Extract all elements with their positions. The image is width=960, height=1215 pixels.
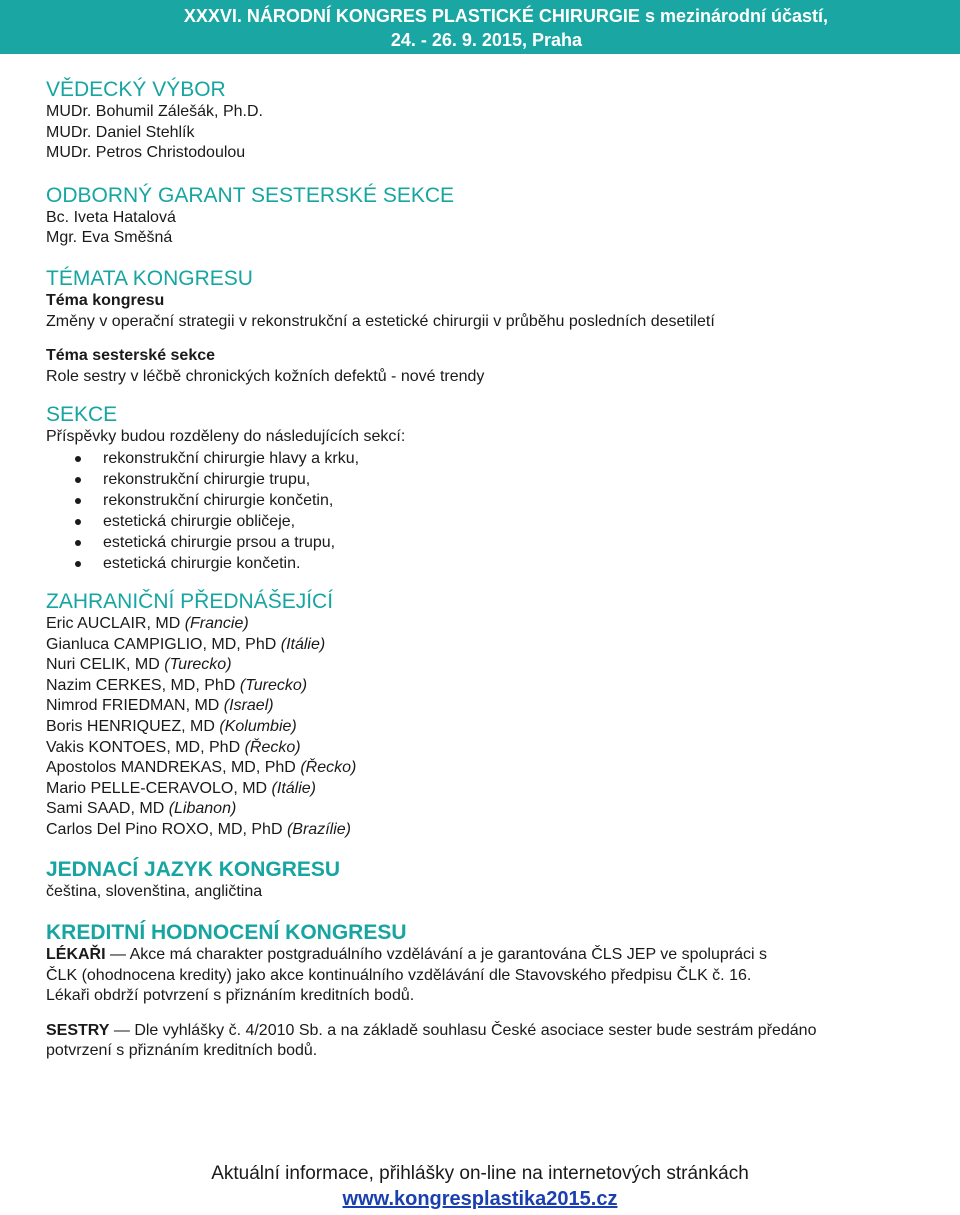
sections-intro: Příspěvky budou rozděleny do následujících sekcí: [46,428,406,446]
committee-member: MUDr. Daniel Stehlík [46,123,195,141]
scientific-committee-heading: VĚDECKÝ VÝBOR [46,78,226,101]
bullet-icon [75,456,81,462]
nurses-credit-line: potvrzení s přiznáním kreditních bodů. [46,1042,318,1060]
nurse-topic-label: Téma sesterské sekce [46,347,216,365]
nursing-guarantor-heading: ODBORNÝ GARANT SESTERSKÉ SEKCE [46,183,455,207]
committee-member: MUDr. Bohumil Zálešák, Ph.D. [46,103,263,120]
list-item: rekonstrukční chirurgie trupu, [46,469,926,490]
guarantor-member: Mgr. Eva Směšná [46,229,173,247]
guarantor-member: Bc. Iveta Hatalová [46,208,176,226]
header-bar [0,0,960,54]
list-item: estetická chirurgie obličeje, [46,511,926,532]
main-topic-text: Změny v operační strategii v rekonstrukční a estetické chirurgii v průběhu posledních desetiletí [46,312,715,330]
list-item: rekonstrukční chirurgie končetin, [46,490,926,511]
main-topic-label: Téma kongresu [46,291,165,309]
doctors-label: LÉKAŘI [46,946,106,964]
doctors-credit-line: Lékaři obdrží potvrzení s přiznáním kreditních bodů. [46,987,415,1005]
speaker-row: Mario PELLE-CERAVOLO, MD (Itálie) [46,779,316,797]
speaker-row: Nimrod FRIEDMAN, MD (Israel) [46,697,274,715]
language-text: čeština, slovenština, angličtina [46,883,263,901]
speaker-row: Sami SAAD, MD (Libanon) [46,800,237,818]
speaker-row: Apostolos MANDREKAS, MD, PhD (Řecko) [46,759,357,777]
doctors-credit-line: ČLK (ohodnocena kredity) jako akce kontinuálního vzdělávání dle Stavovského předpisu ČLK č. 16. [46,966,752,984]
topics-heading: TÉMATA KONGRESU [46,266,253,290]
congress-date-place: 24. - 26. 9. 2015, Praha [390,30,582,50]
committee-member: MUDr. Petros Christodoulou [46,144,246,162]
sections-list [46,448,926,574]
bullet-icon [75,519,81,525]
speaker-row: Vakis KONTOES, MD, PhD (Řecko) [46,738,301,756]
bullet-icon [75,540,81,546]
bullet-icon [75,477,81,483]
website-link[interactable]: www.kongresplastika2015.cz [342,1188,618,1210]
speaker-row: Eric AUCLAIR, MD (Francie) [46,614,249,632]
speaker-row: Boris HENRIQUEZ, MD (Kolumbie) [46,717,297,735]
footer [0,1162,960,1212]
list-item: estetická chirurgie končetin. [46,553,926,574]
speaker-row: Nazim CERKES, MD, PhD (Turecko) [46,676,308,694]
language-heading: JEDNACÍ JAZYK KONGRESU [46,858,341,882]
speaker-row: Gianluca CAMPIGLIO, MD, PhD (Itálie) [46,635,326,653]
doctors-credit-line: LÉKAŘI — Akce má charakter postgraduálního vzdělávání a je garantována ČLS JEP ve spolupráci s [46,946,767,964]
list-item: estetická chirurgie prsou a trupu, [46,532,926,553]
speakers-list [46,614,926,841]
speaker-row: Carlos Del Pino ROXO, MD, PhD (Brazílie) [46,820,351,838]
nurses-label: SESTRY [46,1021,110,1039]
speaker-row: Nuri CELIK, MD (Turecko) [46,656,232,674]
nurse-topic-text: Role sestry v léčbě chronických kožních defektů - nové trendy [46,367,485,385]
sections-heading: SEKCE [46,403,118,427]
footer-info: Aktuální informace, přihlášky on-line na internetových stránkách [211,1163,749,1184]
credits-heading: KREDITNÍ HODNOCENÍ KONGRESU [46,921,407,945]
list-item: rekonstrukční chirurgie hlavy a krku, [46,448,926,469]
main-content [46,78,926,1062]
nurses-credit-line: SESTRY — Dle vyhlášky č. 4/2010 Sb. a na základě souhlasu České asociace sester bude sestrám předáno [46,1021,817,1039]
congress-title: XXXVI. NÁRODNÍ KONGRES PLASTICKÉ CHIRURGIE s mezinárodní účastí, [183,6,828,26]
bullet-icon [75,561,81,567]
bullet-icon [75,498,81,504]
speakers-heading: ZAHRANIČNÍ PŘEDNÁŠEJÍCÍ [46,589,334,613]
